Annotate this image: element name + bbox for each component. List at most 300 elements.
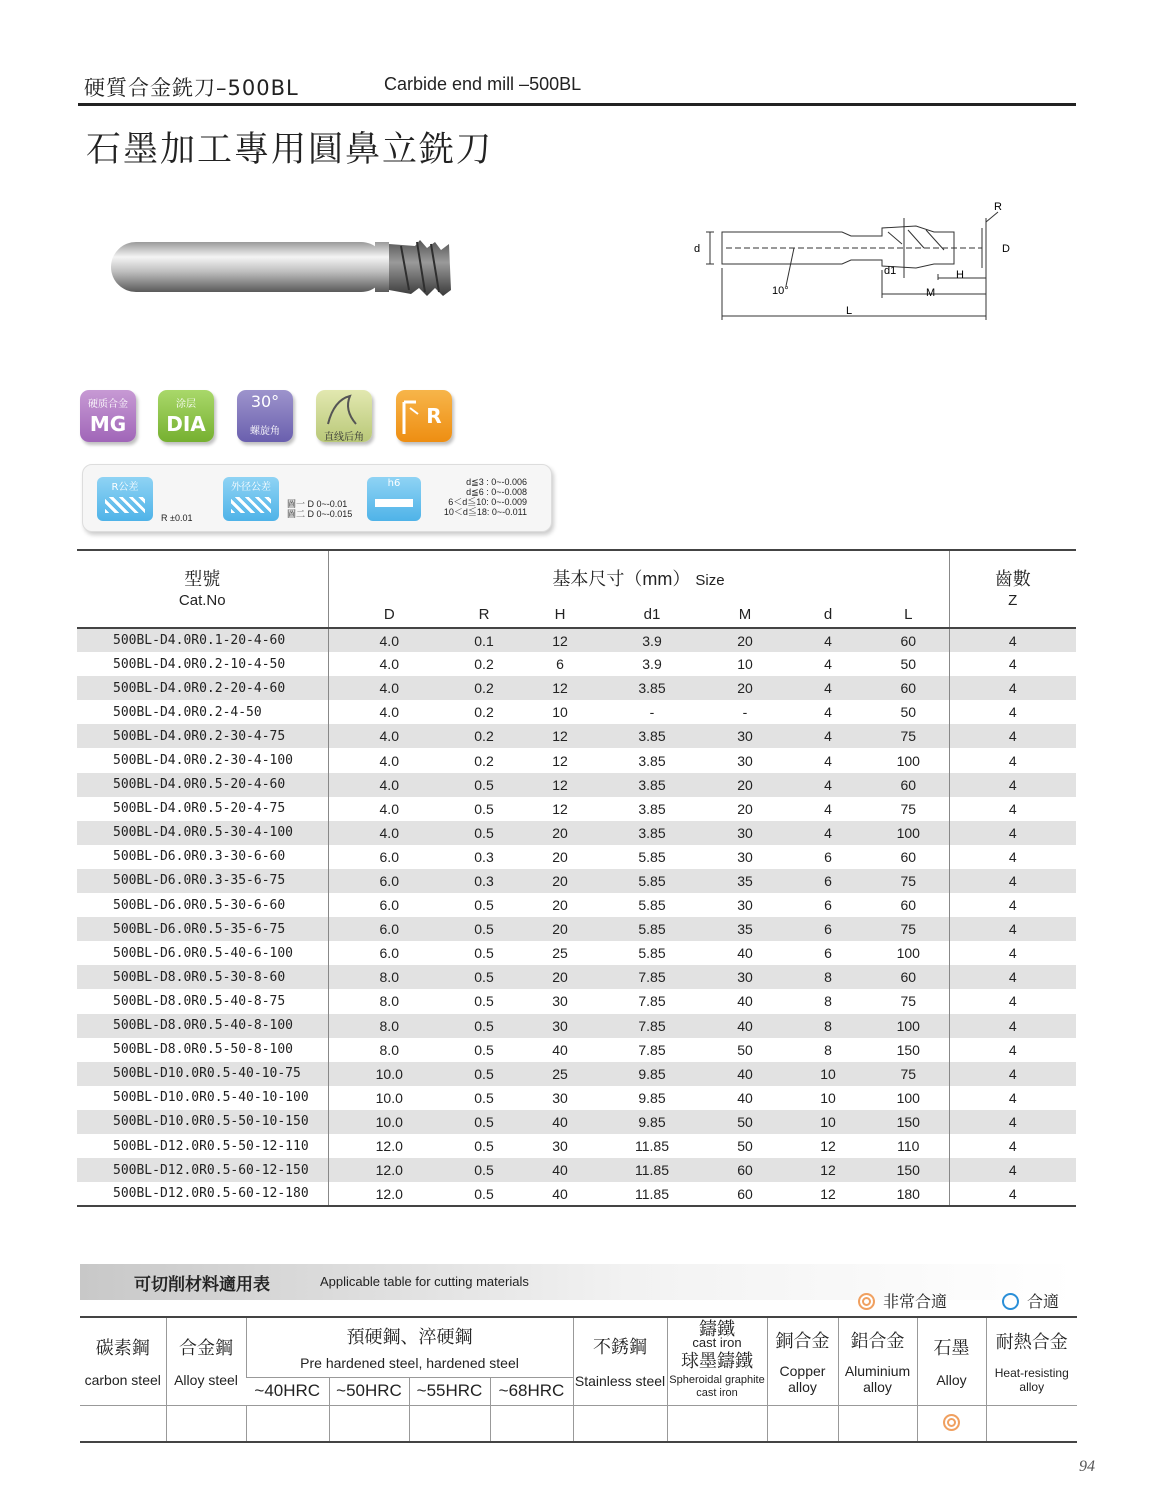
mat-carbon-steel: 碳素鋼 carbon steel bbox=[84, 1338, 161, 1389]
value-cell: 10.0 bbox=[328, 1062, 450, 1086]
value-cell: 12 bbox=[518, 773, 602, 797]
col-R: R bbox=[450, 592, 518, 628]
value-cell: 4 bbox=[949, 965, 1076, 989]
page-title: 石墨加工專用圓鼻立銑刀 bbox=[86, 130, 494, 170]
value-cell: 40 bbox=[518, 1110, 602, 1134]
table-row bbox=[77, 676, 1076, 700]
cat-header: 型號 bbox=[184, 569, 221, 589]
value-cell: 4 bbox=[949, 1110, 1076, 1134]
value-cell: 8.0 bbox=[328, 1014, 450, 1038]
page-number: 94 bbox=[1079, 1458, 1095, 1475]
value-cell: 40 bbox=[518, 1182, 602, 1206]
end-mill-photo bbox=[105, 230, 535, 310]
cat-no-cell: 500BL-D4.0R0.2-4-50 bbox=[113, 704, 262, 720]
value-cell: 11.85 bbox=[602, 1158, 702, 1182]
value-cell: 0.5 bbox=[474, 945, 494, 962]
value-cell: 75 bbox=[900, 800, 917, 817]
feature-badges bbox=[80, 390, 480, 444]
cat-no-cell: 500BL-D6.0R0.5-35-6-75 bbox=[77, 917, 328, 941]
value-cell: 20 bbox=[518, 869, 602, 893]
badge-material: 硬质合金 MG bbox=[80, 390, 136, 442]
value-cell: 4 bbox=[949, 724, 1076, 748]
col-M: M bbox=[702, 592, 788, 628]
value-cell: 4.0 bbox=[328, 821, 450, 845]
value-cell: 4 bbox=[949, 628, 1076, 652]
value-cell: 30 bbox=[702, 965, 788, 989]
value-cell: 6 bbox=[824, 848, 832, 865]
col-d: d bbox=[788, 592, 868, 628]
value-cell: 30 bbox=[552, 1138, 568, 1155]
value-cell: 0.5 bbox=[450, 1158, 518, 1182]
cat-no-cell: 500BL-D10.0R0.5-40-10-75 bbox=[77, 1062, 328, 1086]
mat-heat-resisting: 耐熱合金 Heat-resisting alloy bbox=[986, 1317, 1077, 1405]
value-cell: 20 bbox=[518, 965, 602, 989]
table-row bbox=[77, 652, 1076, 676]
value-cell: 4 bbox=[949, 821, 1076, 845]
value-cell: 100 bbox=[896, 752, 920, 769]
col-D: D bbox=[328, 592, 450, 628]
value-cell: 0.2 bbox=[474, 704, 494, 721]
value-cell: 12 bbox=[820, 1138, 836, 1155]
cat-no-cell: 500BL-D12.0R0.5-60-12-180 bbox=[77, 1182, 328, 1206]
od-tolerance-values: 圖一 D 0~-0.01 圖二 D 0~-0.015 bbox=[287, 499, 353, 519]
value-cell: 20 bbox=[737, 800, 753, 817]
value-cell: 6 bbox=[824, 897, 832, 914]
cat-no-cell: 500BL-D8.0R0.5-50-8-100 bbox=[113, 1042, 294, 1058]
value-cell: 6 bbox=[824, 945, 832, 962]
value-cell: 4 bbox=[788, 676, 868, 700]
value-cell: 3.85 bbox=[638, 752, 666, 769]
clearance-curve-icon bbox=[316, 390, 372, 430]
value-cell: 20 bbox=[518, 917, 602, 941]
value-cell: 60 bbox=[868, 773, 949, 797]
value-cell: 6.0 bbox=[328, 845, 450, 869]
col-Z: Z bbox=[949, 592, 1076, 628]
materials-title-en: Applicable table for cutting materials bbox=[320, 1274, 529, 1289]
cat-header-en: Cat.No bbox=[77, 592, 328, 628]
cat-no-cell: 500BL-D4.0R0.2-20-4-60 bbox=[77, 676, 328, 700]
h6-icon: h6 bbox=[367, 477, 421, 521]
materials-title-zh: 可切削材料適用表 bbox=[134, 1275, 270, 1295]
value-cell: 4 bbox=[949, 845, 1076, 869]
dim-angle: 10° bbox=[772, 285, 789, 297]
value-cell: 4 bbox=[949, 700, 1076, 724]
value-cell: 3.85 bbox=[602, 676, 702, 700]
value-cell: 4 bbox=[949, 748, 1076, 772]
value-cell: 35 bbox=[702, 917, 788, 941]
value-cell: 5.85 bbox=[638, 945, 666, 962]
value-cell: 7.85 bbox=[638, 1041, 666, 1058]
value-cell: 4 bbox=[949, 1158, 1076, 1182]
mat-graphite: 石墨 Alloy bbox=[917, 1317, 986, 1405]
materials-table bbox=[80, 1316, 1077, 1443]
cat-no-cell: 500BL-D4.0R0.5-30-4-100 bbox=[77, 821, 328, 845]
value-cell: 60 bbox=[868, 628, 949, 652]
value-cell: 0.5 bbox=[450, 917, 518, 941]
value-cell: 7.85 bbox=[602, 1014, 702, 1038]
value-cell: 4.0 bbox=[328, 628, 450, 652]
value-cell: 30 bbox=[702, 821, 788, 845]
value-cell: 20 bbox=[552, 848, 568, 865]
value-cell: 9.85 bbox=[602, 1062, 702, 1086]
value-cell: 6 bbox=[788, 917, 868, 941]
value-cell: 180 bbox=[868, 1182, 949, 1206]
value-cell: 75 bbox=[868, 1062, 949, 1086]
tolerance-box bbox=[82, 464, 552, 532]
value-cell: 9.85 bbox=[602, 1110, 702, 1134]
table-row bbox=[77, 773, 1076, 797]
value-cell: 3.85 bbox=[602, 724, 702, 748]
value-cell: 60 bbox=[900, 897, 917, 914]
value-cell: 12.0 bbox=[328, 1134, 450, 1158]
value-cell: 4 bbox=[949, 989, 1076, 1013]
dim-d-left: d bbox=[694, 243, 701, 255]
value-cell: 0.5 bbox=[450, 821, 518, 845]
value-cell: 0.3 bbox=[474, 848, 494, 865]
value-cell: 4 bbox=[949, 1134, 1076, 1158]
value-cell: 4 bbox=[824, 704, 832, 721]
value-cell: 4 bbox=[949, 869, 1076, 893]
value-cell: 3.9 bbox=[642, 656, 662, 673]
value-cell: 30 bbox=[737, 848, 753, 865]
value-cell: 4 bbox=[788, 724, 868, 748]
value-cell: 10 bbox=[820, 1089, 836, 1106]
value-cell: 0.5 bbox=[450, 1182, 518, 1206]
od-tolerance-icon: 外径公差 bbox=[223, 477, 279, 521]
value-cell: 3.85 bbox=[602, 821, 702, 845]
value-cell: 50 bbox=[737, 1138, 753, 1155]
cat-no-cell: 500BL-D8.0R0.5-30-8-60 bbox=[77, 965, 328, 989]
value-cell: 30 bbox=[702, 724, 788, 748]
cat-no-cell: 500BL-D4.0R0.2-30-4-75 bbox=[77, 724, 328, 748]
table-row bbox=[77, 797, 1076, 821]
table-row bbox=[77, 1086, 1076, 1110]
cat-no-cell: 500BL-D8.0R0.5-40-8-75 bbox=[113, 993, 286, 1009]
value-cell: 4 bbox=[949, 652, 1076, 676]
header-zh: 硬質合金銑刀–500BL bbox=[84, 76, 299, 100]
value-cell: 0.3 bbox=[450, 869, 518, 893]
value-cell: 4.0 bbox=[328, 797, 450, 821]
value-cell: 3.85 bbox=[602, 773, 702, 797]
value-cell: 8.0 bbox=[328, 965, 450, 989]
graphite-suitability-cell bbox=[917, 1405, 986, 1442]
value-cell: 5.85 bbox=[638, 897, 666, 914]
table-row bbox=[77, 989, 1076, 1013]
value-cell: 0.2 bbox=[474, 752, 494, 769]
value-cell: 9.85 bbox=[638, 1089, 666, 1106]
dim-D: D bbox=[1002, 243, 1010, 255]
value-cell: 0.5 bbox=[474, 800, 494, 817]
badge-clearance: 直线后角 bbox=[316, 390, 372, 442]
value-cell: 110 bbox=[897, 1138, 920, 1155]
value-cell: 60 bbox=[868, 965, 949, 989]
value-cell: 75 bbox=[900, 993, 917, 1010]
table-row bbox=[77, 1158, 1076, 1182]
value-cell: 11.85 bbox=[635, 1138, 669, 1155]
badge-helix-angle: 30° 螺旋角 bbox=[237, 390, 293, 442]
value-cell: 4.0 bbox=[328, 676, 450, 700]
value-cell: 0.5 bbox=[450, 1062, 518, 1086]
value-cell: 12 bbox=[552, 752, 568, 769]
dim-r: R bbox=[994, 201, 1002, 213]
orange-ring-icon bbox=[858, 1293, 875, 1310]
cat-no-cell: 500BL-D4.0R0.5-20-4-75 bbox=[113, 801, 286, 817]
value-cell: 4 bbox=[949, 773, 1076, 797]
value-cell: 7.85 bbox=[638, 993, 666, 1010]
value-cell: 4 bbox=[788, 628, 868, 652]
value-cell: 8 bbox=[788, 965, 868, 989]
value-cell: 4 bbox=[949, 676, 1076, 700]
value-cell: 30 bbox=[737, 752, 753, 769]
cat-no-cell: 500BL-D12.0R0.5-50-12-110 bbox=[113, 1138, 309, 1154]
cat-no-cell: 500BL-D4.0R0.5-20-4-60 bbox=[77, 773, 328, 797]
value-cell: 30 bbox=[518, 1014, 602, 1038]
mat-cast-iron: 鑄鐵 cast iron 球墨鑄鐵 Spheroidal graphite cast iron bbox=[667, 1317, 767, 1405]
value-cell: 4 bbox=[788, 773, 868, 797]
hrc-50: ~50HRC bbox=[329, 1377, 409, 1405]
value-cell: 10 bbox=[788, 1110, 868, 1134]
value-cell: 0.2 bbox=[474, 656, 494, 673]
dimension-drawing bbox=[686, 198, 1026, 328]
value-cell: 25 bbox=[552, 945, 568, 962]
value-cell: 100 bbox=[868, 821, 949, 845]
value-cell: 40 bbox=[737, 1089, 753, 1106]
value-cell: 4 bbox=[824, 752, 832, 769]
value-cell: 60 bbox=[702, 1158, 788, 1182]
value-cell: 6 bbox=[788, 869, 868, 893]
value-cell: 0.5 bbox=[450, 1014, 518, 1038]
value-cell: 30 bbox=[552, 993, 568, 1010]
r-tolerance-icon: R公差 bbox=[97, 477, 153, 521]
legend-suitable: 合適 bbox=[1002, 1289, 1059, 1312]
mat-copper: 銅合金 Copper alloy bbox=[767, 1317, 838, 1405]
value-cell: 150 bbox=[868, 1110, 949, 1134]
value-cell: 12 bbox=[788, 1182, 868, 1206]
dim-M: M bbox=[926, 287, 936, 299]
value-cell: 40 bbox=[737, 945, 753, 962]
value-cell: 5.85 bbox=[602, 869, 702, 893]
hrc-55: ~55HRC bbox=[409, 1377, 490, 1405]
value-cell: 3.9 bbox=[602, 628, 702, 652]
value-cell: 10.0 bbox=[328, 1086, 450, 1110]
value-cell: 50 bbox=[702, 1110, 788, 1134]
value-cell: 4 bbox=[949, 893, 1076, 917]
cat-no-cell: 500BL-D4.0R0.2-30-4-100 bbox=[113, 753, 294, 769]
value-cell: 100 bbox=[896, 1089, 920, 1106]
value-cell: 20 bbox=[702, 773, 788, 797]
value-cell: 50 bbox=[737, 1041, 753, 1058]
value-cell: 0.2 bbox=[450, 676, 518, 700]
value-cell: 10 bbox=[552, 704, 568, 721]
value-cell: 40 bbox=[518, 1158, 602, 1182]
value-cell: 100 bbox=[896, 945, 920, 962]
h6-values: d≦3 : 0~-0.006 d≦6 : 0~-0.008 6＜d≦10: 0~-0.009 10＜d≦18: 0~-0.011 bbox=[443, 477, 527, 517]
value-cell: 75 bbox=[868, 917, 949, 941]
dim-H: H bbox=[956, 269, 964, 281]
mat-hardened-steel: 預硬鋼、淬硬鋼 Pre hardened steel, hardened steel bbox=[246, 1317, 573, 1377]
value-cell: 0.5 bbox=[450, 965, 518, 989]
cat-no-cell: 500BL-D10.0R0.5-40-10-100 bbox=[113, 1090, 309, 1106]
table-row bbox=[77, 628, 1076, 652]
value-cell: 6.0 bbox=[328, 941, 450, 965]
value-cell: 20 bbox=[518, 821, 602, 845]
table-row bbox=[77, 700, 1076, 724]
value-cell: 10 bbox=[788, 1062, 868, 1086]
value-cell: - bbox=[649, 704, 655, 721]
value-cell: 6.0 bbox=[328, 869, 450, 893]
value-cell: 6.0 bbox=[328, 917, 450, 941]
value-cell: 7.85 bbox=[602, 965, 702, 989]
col-H: H bbox=[518, 592, 602, 628]
cat-no-cell: 500BL-D12.0R0.5-60-12-150 bbox=[77, 1158, 328, 1182]
value-cell: 4 bbox=[949, 1062, 1076, 1086]
value-cell: 0.5 bbox=[474, 897, 494, 914]
table-row bbox=[77, 1182, 1076, 1206]
value-cell: 4 bbox=[949, 941, 1076, 965]
table-row bbox=[77, 1062, 1076, 1086]
value-cell: 20 bbox=[702, 676, 788, 700]
table-row bbox=[77, 1038, 1076, 1062]
value-cell: 0.5 bbox=[450, 1110, 518, 1134]
mat-alloy-steel: 合金鋼 Alloy steel bbox=[166, 1317, 246, 1405]
value-cell: 8 bbox=[824, 1041, 832, 1058]
value-cell: 50 bbox=[900, 656, 917, 673]
value-cell: 4 bbox=[824, 800, 832, 817]
value-cell: 40 bbox=[552, 1041, 568, 1058]
value-cell: 100 bbox=[868, 1014, 949, 1038]
blue-ring-icon bbox=[1002, 1293, 1019, 1310]
hrc-68: ~68HRC bbox=[490, 1377, 573, 1405]
value-cell: 10.0 bbox=[328, 1110, 450, 1134]
value-cell: 12 bbox=[552, 800, 568, 817]
header-en: Carbide end mill –500BL bbox=[384, 74, 582, 94]
value-cell: 8.0 bbox=[328, 1038, 450, 1062]
value-cell: 8 bbox=[824, 993, 832, 1010]
table-row bbox=[77, 1014, 1076, 1038]
value-cell: 3.85 bbox=[638, 800, 666, 817]
table-row bbox=[77, 917, 1076, 941]
value-cell: 60 bbox=[702, 1182, 788, 1206]
table-row bbox=[77, 941, 1076, 965]
spec-table bbox=[77, 549, 1076, 1207]
value-cell: 4 bbox=[949, 1038, 1076, 1062]
table-row bbox=[77, 821, 1076, 845]
value-cell: 12 bbox=[518, 724, 602, 748]
value-cell: 25 bbox=[518, 1062, 602, 1086]
size-header: 基本尺寸（mm） Size bbox=[328, 550, 949, 592]
mat-stainless: 不銹鋼 Stainless steel bbox=[573, 1317, 667, 1405]
cat-no-cell: 500BL-D6.0R0.3-35-6-75 bbox=[77, 869, 328, 893]
table-row bbox=[77, 965, 1076, 989]
page-header bbox=[78, 68, 1076, 106]
value-cell: 60 bbox=[900, 848, 917, 865]
badge-coating: 涂层 DIA bbox=[158, 390, 214, 442]
value-cell: 0.5 bbox=[450, 773, 518, 797]
value-cell: 4.0 bbox=[328, 700, 450, 724]
value-cell: 6 bbox=[556, 656, 564, 673]
value-cell: 60 bbox=[868, 676, 949, 700]
value-cell: 5.85 bbox=[638, 848, 666, 865]
cat-no-cell: 500BL-D4.0R0.1-20-4-60 bbox=[77, 628, 328, 652]
table-row bbox=[77, 1110, 1076, 1134]
value-cell: 12.0 bbox=[328, 1158, 450, 1182]
value-cell: 12 bbox=[518, 628, 602, 652]
cat-no-cell: 500BL-D6.0R0.3-30-6-60 bbox=[113, 849, 286, 865]
cat-no-cell: 500BL-D8.0R0.5-40-8-100 bbox=[77, 1014, 328, 1038]
value-cell: 12.0 bbox=[328, 1182, 450, 1206]
mat-aluminium: 鋁合金 Aluminium alloy bbox=[838, 1317, 917, 1405]
value-cell: 30 bbox=[552, 1089, 568, 1106]
value-cell: 4 bbox=[949, 1014, 1076, 1038]
value-cell: 40 bbox=[737, 993, 753, 1010]
table-row bbox=[77, 1134, 1076, 1158]
value-cell: 30 bbox=[737, 897, 753, 914]
value-cell: 40 bbox=[702, 1062, 788, 1086]
value-cell: 75 bbox=[868, 724, 949, 748]
table-row bbox=[77, 748, 1076, 772]
value-cell: - bbox=[742, 704, 748, 721]
value-cell: 0.5 bbox=[474, 1089, 494, 1106]
value-cell: 0.2 bbox=[450, 724, 518, 748]
teeth-header: 齒數 bbox=[949, 550, 1076, 592]
value-cell: 4.0 bbox=[328, 773, 450, 797]
value-cell: 0.5 bbox=[474, 1138, 494, 1155]
table-row bbox=[77, 845, 1076, 869]
table-row bbox=[77, 724, 1076, 748]
value-cell: 0.5 bbox=[474, 1041, 494, 1058]
value-cell: 4.0 bbox=[328, 748, 450, 772]
cat-no-cell: 500BL-D6.0R0.5-30-6-60 bbox=[113, 897, 286, 913]
value-cell: 6.0 bbox=[328, 893, 450, 917]
r-tolerance-value: R ±0.01 bbox=[161, 513, 193, 523]
value-cell: 150 bbox=[868, 1158, 949, 1182]
value-cell: 4 bbox=[788, 821, 868, 845]
value-cell: 20 bbox=[702, 628, 788, 652]
value-cell: 4.0 bbox=[328, 652, 450, 676]
value-cell: 0.5 bbox=[474, 993, 494, 1010]
value-cell: 10 bbox=[737, 656, 753, 673]
value-cell: 40 bbox=[702, 1014, 788, 1038]
value-cell: 12 bbox=[518, 676, 602, 700]
value-cell: 8 bbox=[788, 1014, 868, 1038]
table-row bbox=[77, 893, 1076, 917]
dim-L: L bbox=[846, 305, 853, 317]
col-L: L bbox=[868, 592, 949, 628]
legend-very-suitable: 非常合適 bbox=[858, 1289, 947, 1312]
value-cell: 20 bbox=[552, 897, 568, 914]
badge-radius: R bbox=[396, 390, 452, 442]
value-cell: 75 bbox=[868, 869, 949, 893]
value-cell: 50 bbox=[900, 704, 917, 721]
value-cell: 5.85 bbox=[602, 917, 702, 941]
value-cell: 11.85 bbox=[602, 1182, 702, 1206]
value-cell: 4 bbox=[949, 917, 1076, 941]
value-cell: 4 bbox=[949, 1182, 1076, 1206]
value-cell: 4 bbox=[824, 656, 832, 673]
value-cell: 0.1 bbox=[450, 628, 518, 652]
value-cell: 4.0 bbox=[328, 724, 450, 748]
col-d1: d1 bbox=[602, 592, 702, 628]
cat-no-cell: 500BL-D4.0R0.2-10-4-50 bbox=[113, 656, 286, 672]
cat-no-cell: 500BL-D6.0R0.5-40-6-100 bbox=[113, 945, 294, 961]
value-cell: 4 bbox=[949, 797, 1076, 821]
value-cell: 150 bbox=[896, 1041, 920, 1058]
value-cell: 12 bbox=[788, 1158, 868, 1182]
table-row bbox=[77, 869, 1076, 893]
cat-no-cell: 500BL-D10.0R0.5-50-10-150 bbox=[77, 1110, 328, 1134]
value-cell: 8.0 bbox=[328, 989, 450, 1013]
dim-d1: d1 bbox=[884, 265, 897, 277]
